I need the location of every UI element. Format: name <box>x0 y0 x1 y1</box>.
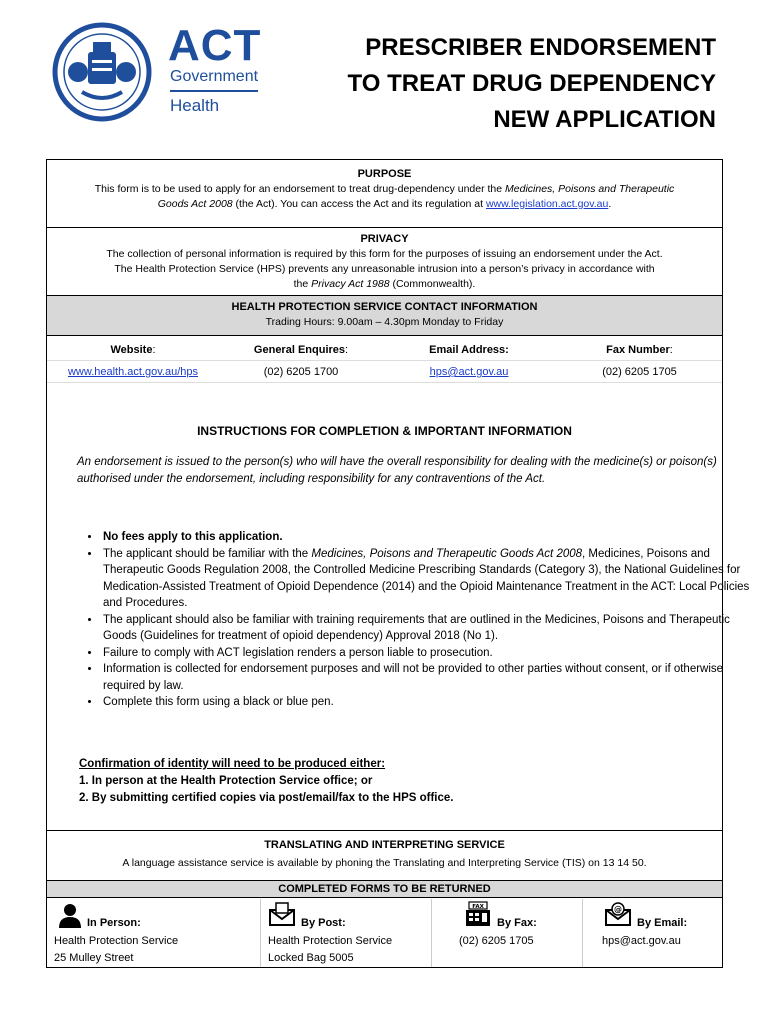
list-item: • No fees apply to this application. <box>101 529 751 546</box>
title-line-1: PRESCRIBER ENDORSEMENT <box>365 34 716 61</box>
fax-return-number: (02) 6205 1705 <box>459 935 534 947</box>
page-title <box>348 30 716 138</box>
privacy-line-2: The Health Protection Service (HPS) prevents any unreasonable intrusion into a person’s privacy in accordance with <box>114 263 655 275</box>
translating-section <box>47 838 722 871</box>
website-label: Website: <box>110 344 156 356</box>
title-line-3: NEW APPLICATION <box>493 106 716 133</box>
list-item: • Failure to comply with ACT legislation renders a person liable to prosecution. <box>101 645 751 662</box>
post-address <box>268 933 392 967</box>
mail-icon <box>269 902 295 926</box>
divider <box>47 335 722 336</box>
title-line-2: TO TREAT DRUG DEPENDENCY <box>347 70 716 97</box>
logo-act-text: ACT <box>168 21 262 70</box>
contact-heading: HEALTH PROTECTION SERVICE CONTACT INFORMATION <box>231 301 538 313</box>
confirm-option-1: 1. In person at the Health Protection Service office; or <box>79 775 373 787</box>
in-person-line-2: 25 Mulley Street <box>54 952 134 964</box>
purpose-section <box>47 167 722 212</box>
returned-heading: COMPLETED FORMS TO BE RETURNED <box>278 883 491 895</box>
in-person-label: In Person: <box>87 917 141 929</box>
in-person-line-1: Health Protection Service <box>54 935 179 947</box>
divider <box>47 360 722 361</box>
purpose-heading: PURPOSE <box>357 168 412 180</box>
divider <box>47 830 722 831</box>
post-line-2: Locked Bag 5005 <box>268 952 354 964</box>
purpose-text-c: . <box>608 198 612 210</box>
privacy-section <box>47 232 722 292</box>
act-crest-icon <box>52 22 152 122</box>
legislation-link[interactable]: www.legislation.act.gov.au <box>485 198 609 210</box>
form-frame <box>46 159 750 968</box>
fax-icon <box>465 901 491 927</box>
fax-label-returned: By Fax: <box>497 917 537 929</box>
privacy-act-name: Privacy Act 1988 <box>311 278 390 290</box>
identity-confirmation <box>79 756 679 807</box>
purpose-act-name-a: Medicines, Poisons and Therapeutic <box>505 183 675 195</box>
in-person-address <box>54 933 178 967</box>
purpose-act-name-b: Goods Act 2008 <box>157 198 233 210</box>
post-label: By Post: <box>301 917 346 929</box>
email-return-address[interactable]: hps@act.gov.au <box>602 935 681 947</box>
contact-header <box>47 296 722 335</box>
act-health-logo <box>52 22 262 122</box>
privacy-heading: PRIVACY <box>360 233 409 245</box>
fax-number: (02) 6205 1705 <box>602 366 677 378</box>
instructions-lead: An endorsement is issued to the person(s) who will have the overall responsibility for dealing with the medicine(s) or poison(s) authorised under the endorsement, including responsibility for any contraventions of the Act. <box>77 456 717 485</box>
logo-divider <box>170 90 258 92</box>
privacy-line-1: The collection of personal information is required by this form for the purposes of issuing an endorsement under the Act. <box>106 248 663 260</box>
person-icon <box>59 904 81 928</box>
fax-label: Fax Number: <box>606 344 673 356</box>
fax-icon-text: FAX <box>472 904 484 910</box>
column-divider <box>582 899 583 967</box>
enquiries-phone: (02) 6205 1700 <box>263 366 339 378</box>
translating-text: A language assistance service is available by phoning the Translating and Interpreting Service (TIS) on 13 14 50. <box>122 857 647 869</box>
trading-hours: Trading Hours: 9.00am – 4.30pm Monday to Friday <box>265 316 504 328</box>
privacy-line-3-a: the <box>293 278 312 290</box>
divider <box>47 227 722 228</box>
email-label-returned: By Email: <box>637 917 688 929</box>
website-link[interactable]: www.health.act.gov.au/hps <box>67 366 199 378</box>
privacy-line-3-b: (Commonwealth). <box>389 278 476 290</box>
logo-health-text: Health <box>170 96 220 115</box>
instructions-heading: INSTRUCTIONS FOR COMPLETION & IMPORTANT INFORMATION <box>197 424 572 438</box>
instructions-list <box>77 529 751 711</box>
privacy-line-3 <box>47 277 722 292</box>
email-label: Email Address: <box>429 344 509 356</box>
column-divider <box>431 899 432 967</box>
email-link[interactable]: hps@act.gov.au <box>429 366 509 378</box>
column-divider <box>260 899 261 967</box>
purpose-text <box>47 182 722 212</box>
logo-government-text: Government <box>170 68 259 85</box>
email-icon <box>605 902 631 926</box>
purpose-text-b: (the Act). You can access the Act and its regulation at <box>232 198 486 210</box>
returned-header <box>47 880 722 898</box>
purpose-text-a: This form is to be used to apply for an endorsement to treat drug-dependency under the <box>94 183 506 195</box>
post-line-1: Health Protection Service <box>268 935 393 947</box>
list-item: • The applicant should be familiar with the Medicines, Poisons and Therapeutic Goods Act 2008, Medicines, Poisons and Therapeutic Goods Regulation 2008, the Controlled Medicine Prescribing Standards (Category 3), the National Guidelines for Medication-Assisted Treatment of Opioid Dependence (2014) and the Opioid Maintenance Treatment in the ACT: Local Policies and Procedures. <box>101 546 751 612</box>
confirm-option-2: 2. By submitting certified copies via post/email/fax to the HPS office. <box>79 792 454 804</box>
confirm-heading: Confirmation of identity will need to be produced either: <box>79 758 386 770</box>
list-item: • Information is collected for endorsement purposes and will not be provided to other parties without consent, or if otherwise required by law. <box>101 661 751 694</box>
translating-heading: TRANSLATING AND INTERPRETING SERVICE <box>264 839 505 851</box>
list-item: • Complete this form using a black or blue pen. <box>101 694 751 711</box>
list-item: • The applicant should also be familiar with training requirements that are outlined in the Medicines, Poisons and Therapeutic Goods (Guidelines for treatment of opioid dependency) Approval 2018 (No 1). <box>101 612 751 645</box>
enquiries-label: General Enquires: <box>253 344 349 356</box>
divider <box>47 382 722 383</box>
svg-text:@: @ <box>614 905 622 914</box>
